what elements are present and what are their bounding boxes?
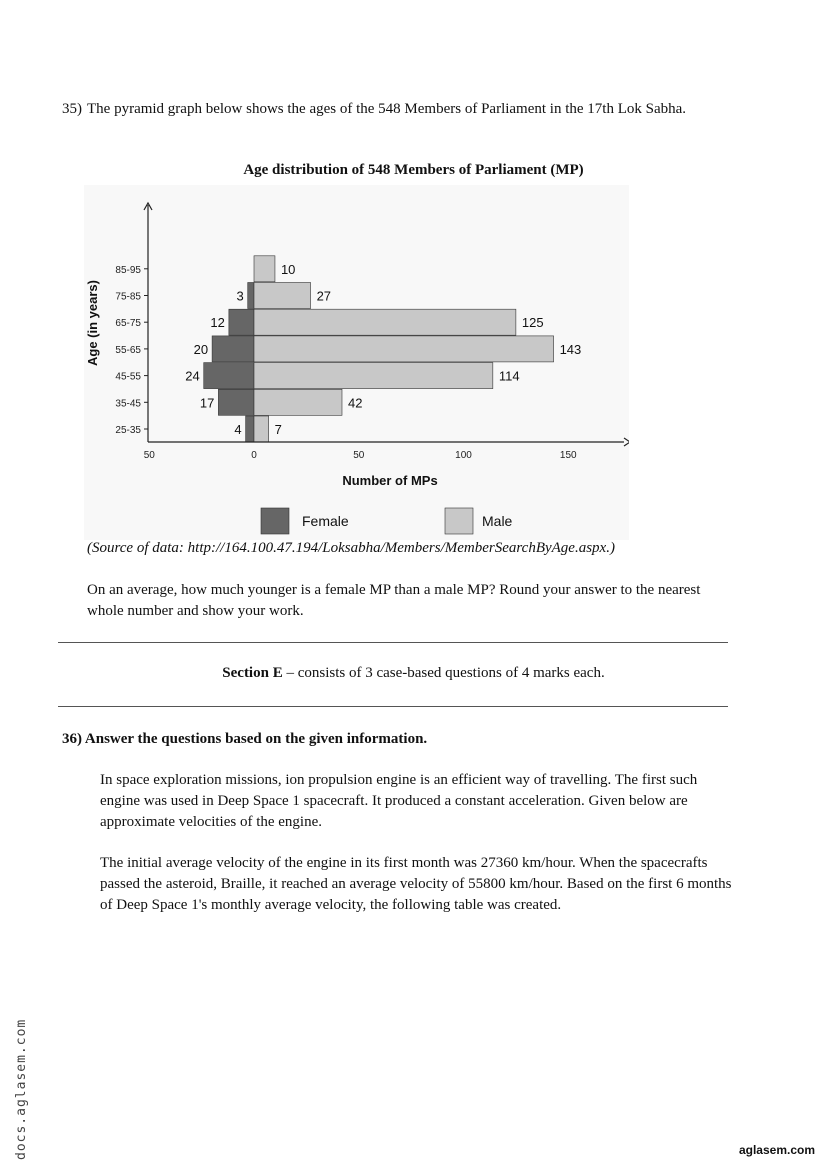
label-female-65-75: 12 — [210, 315, 225, 331]
question-number-35: 35) — [62, 101, 82, 117]
question-36-heading: 36) Answer the questions based on the given information. — [62, 731, 428, 747]
label-male-55-65: 143 — [559, 341, 582, 357]
label-female-75-85: 3 — [236, 288, 244, 304]
bar-female-25-35 — [246, 416, 254, 442]
section-e-label: Section E — [222, 665, 283, 681]
category-label-25-35: 25-35 — [115, 425, 141, 436]
divider-top — [58, 642, 728, 643]
section-e-text: – consists of 3 case-based questions of 4 marks each. — [282, 665, 605, 681]
section-e-heading — [0, 665, 827, 682]
bar-female-55-65 — [212, 336, 254, 362]
x-tick-label: 150 — [559, 450, 577, 461]
x-axis-title: Number of MPs — [342, 473, 438, 488]
question-36-paragraph-2: The initial average velocity of the engine in its first month was 27360 km/hour. When the spacecrafts passed the asteroid, Braille, it reached an average velocity of 55800 km/hour. Based on the first 6 months of Deep Space 1's monthly average velocity, the following table was created. — [100, 855, 732, 913]
y-axis-title: Age (in years) — [85, 280, 100, 366]
label-female-45-55: 24 — [185, 368, 200, 384]
label-male-85-95: 10 — [280, 261, 296, 277]
bar-female-65-75 — [229, 309, 254, 335]
bar-male-45-55 — [254, 363, 493, 389]
label-female-55-65: 20 — [193, 341, 209, 357]
category-label-35-45: 35-45 — [115, 398, 141, 410]
bar-female-45-55 — [204, 363, 254, 389]
bar-male-35-45 — [254, 389, 342, 415]
bar-male-65-75 — [254, 309, 516, 335]
x-tick-label: 50 — [143, 450, 155, 461]
data-source: (Source of data: http://164.100.47.194/Loksabha/Members/MemberSearchByAge.aspx.) — [87, 540, 615, 556]
question-36-paragraph-1: In space exploration missions, ion propulsion engine is an efficient way of travelling. The first such engine was used in Deep Space 1 spacecraft. It produced a constant acceleration. Given below are approximate velocities of the engine. — [100, 772, 698, 830]
label-female-35-45: 17 — [199, 395, 215, 411]
chart-title: Age distribution of 548 Members of Parliament (MP) — [243, 162, 584, 178]
question-35-text: The pyramid graph below shows the ages of the 548 Members of Parliament in the 17th Lok Sabha. — [87, 101, 687, 117]
category-label-65-75: 65-75 — [115, 318, 141, 330]
bar-male-55-65 — [254, 336, 554, 362]
bar-male-25-35 — [254, 416, 269, 442]
legend-swatch-male — [445, 508, 473, 534]
legend-label-female: Female — [302, 513, 349, 529]
label-female-25-35: 4 — [234, 422, 242, 437]
legend-swatch-female — [261, 508, 289, 534]
divider-bottom — [58, 706, 728, 707]
side-watermark: docs.aglasem.com — [14, 1018, 29, 1160]
x-tick-label: 0 — [251, 450, 257, 461]
label-male-75-85: 27 — [316, 288, 332, 304]
label-male-65-75: 125 — [521, 315, 544, 331]
category-label-45-55: 45-55 — [115, 371, 141, 383]
label-male-45-55: 114 — [498, 368, 520, 384]
pyramid-chart — [84, 185, 629, 540]
bar-female-35-45 — [218, 389, 254, 415]
category-label-75-85: 75-85 — [115, 291, 141, 303]
x-tick-label: 50 — [353, 450, 365, 461]
question-35-prompt: On an average, how much younger is a female MP than a male MP? Round your answer to the nearest whole number and show your work. — [87, 582, 701, 619]
label-male-35-45: 42 — [347, 395, 363, 411]
category-label-85-95: 85-95 — [115, 264, 141, 276]
bar-female-75-85 — [248, 283, 254, 309]
bar-male-75-85 — [254, 283, 311, 309]
legend-label-male: Male — [482, 513, 513, 529]
label-male-25-35: 7 — [274, 422, 282, 437]
bar-male-85-95 — [254, 256, 275, 282]
category-label-55-65: 55-65 — [115, 344, 141, 356]
footer-brand: aglasem.com — [738, 1143, 815, 1157]
x-tick-label: 100 — [455, 450, 472, 461]
